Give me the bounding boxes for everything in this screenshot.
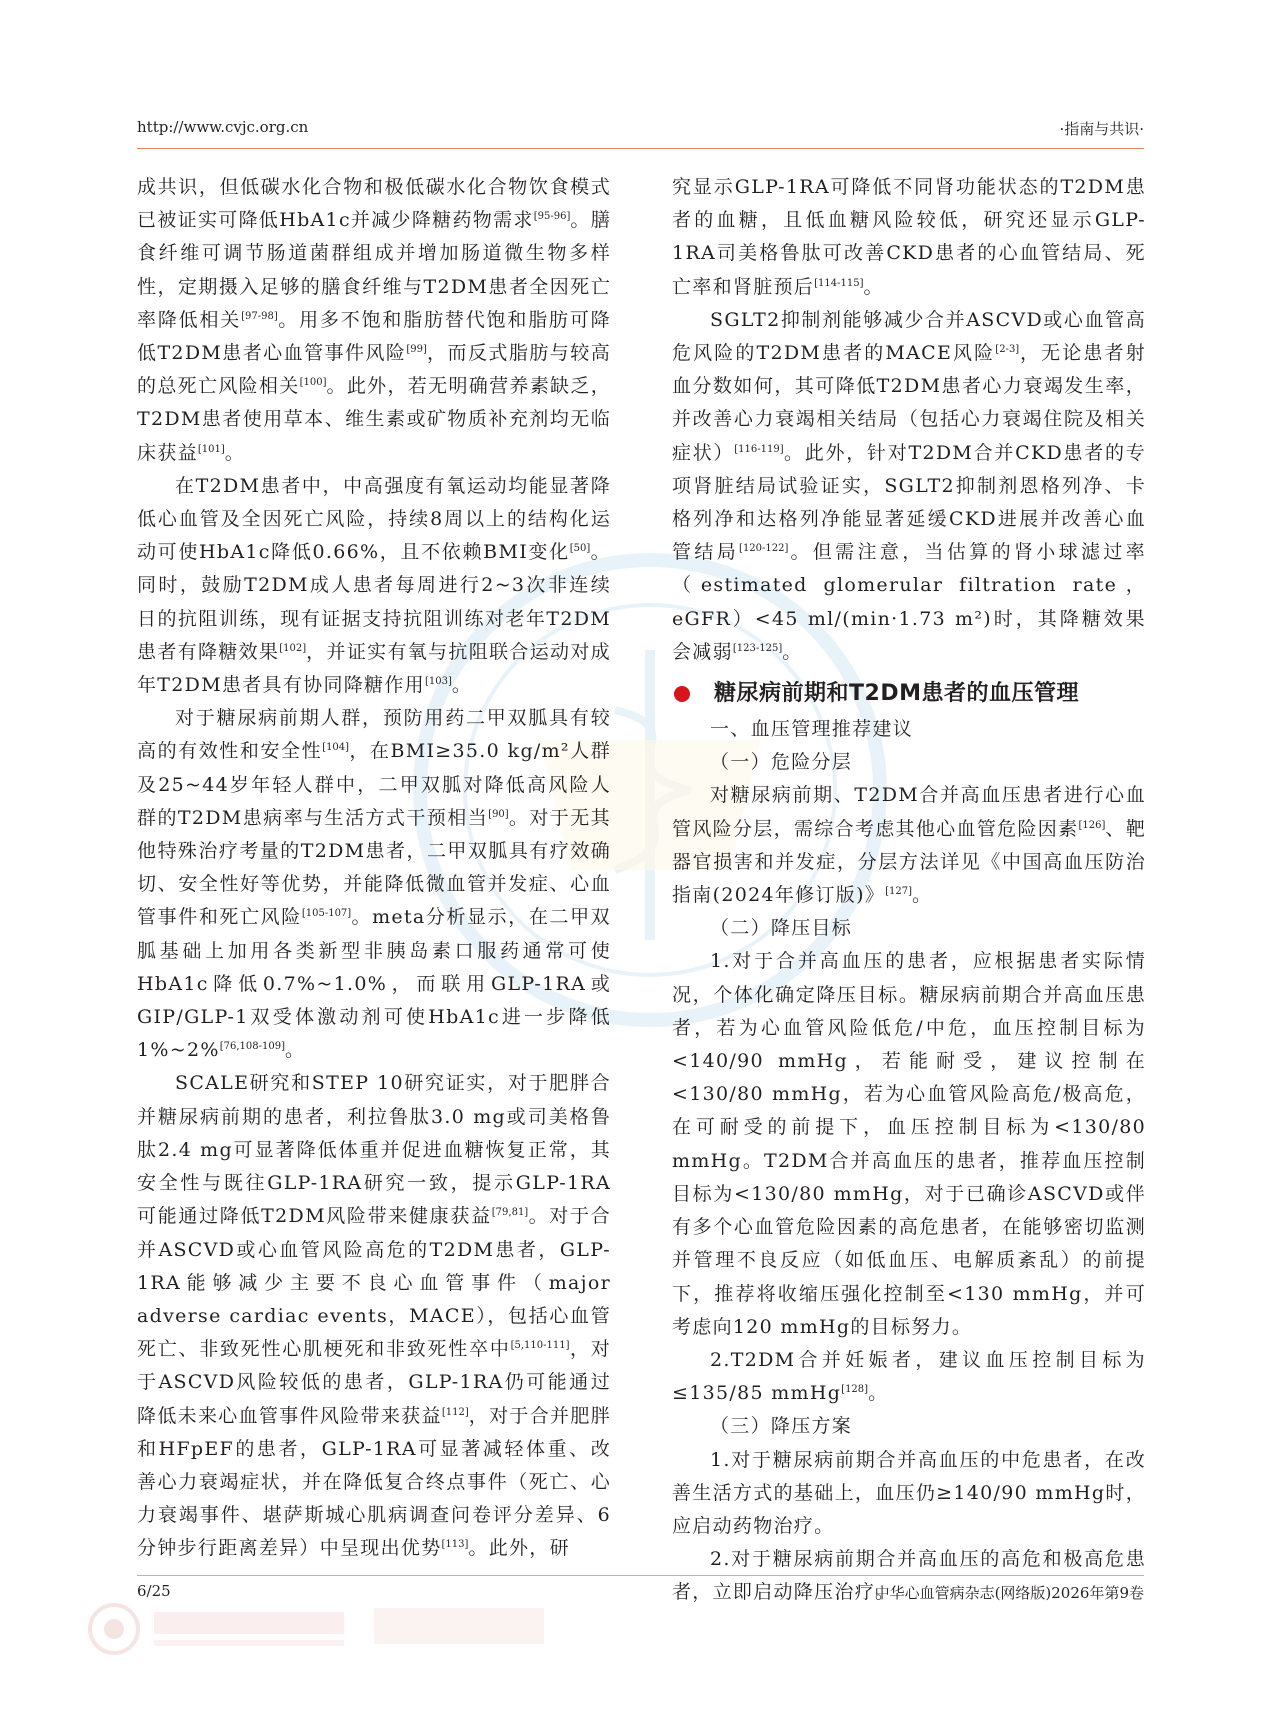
subheading: 一、血压管理推荐建议 [710, 718, 914, 741]
section-heading [672, 678, 1146, 710]
header-rule [137, 148, 1144, 149]
page-number: 6/25 [137, 1582, 171, 1600]
subheading: （三）降压方案 [710, 1415, 853, 1438]
paragraph: 究显示GLP-1RA可降低不同肾功能状态的T2DM患者的血糖，且低血糖风险较低，研究还显示GLP-1RA司美格鲁肽可改善CKD患者的心血管结局、死亡率和肾脏预后[114-115]。 [672, 176, 1146, 298]
paragraph: 1.对于糖尿病前期合并高血压的中危患者，在改善生活方式的基础上，血压仍≥140/90 mmHg时，应启动药物治疗。 [672, 1448, 1146, 1537]
subheading: （一）危险分层 [710, 751, 853, 774]
red-bullet-icon [674, 686, 690, 702]
paragraph: SCALE研究和STEP 10研究证实，对于肥胖合并糖尿病前期的患者，利拉鲁肽3.0 mg或司美格鲁肽2.4 mg可显著降低体重并促进血糖恢复正常，其安全性与既往GLP-1RA研究一致，提示GLP-1RA可能通过降低T2DM风险带来健康获益[79,81]。对于合并ASCVD或心血管风险高危的T2DM患者，GLP-1RA能够减少主要不良心血管事件（major adverse cardiac events，MACE），包括心血管死亡、非致死性心肌梗死和非致死性卒中[5,110-111]，对于ASCVD风险较低的患者，GLP-1RA仍可能通过降低未来心血管事件风险带来获益[112]，对于合并肥胖和HFpEF的患者，GLP-1RA可显著减轻体重、改善心力衰竭症状，并在降低复合终点事件（死亡、心力衰竭事件、堪萨斯城心肌病调查问卷评分差异、6分钟步行距离差异）中呈现出优势[113]。此外，研 [137, 1072, 611, 1560]
paragraph: 成共识，但低碳水化合物和极低碳水化合物饮食模式已被证实可降低HbA1c并减少降糖药物需求[95-96]。膳食纤维可调节肠道菌群组成并增加肠道微生物多样性，定期摄入足够的膳食纤维与T2DM患者全因死亡率降低相关[97-98]。用多不饱和脂肪替代饱和脂肪可降低T2DM患者心血管事件风险[99]，而反式脂肪与较高的总死亡风险相关[100]。此外，若无明确营养素缺乏，T2DM患者使用草本、维生素或矿物质补充剂均无临床获益[101]。 [137, 176, 612, 464]
paragraph: 对于糖尿病前期人群，预防用药二甲双胍具有较高的有效性和安全性[104]，在BMI≥35.0 kg/m²人群及25~44岁年轻人群中，二甲双胍对降低高风险人群的T2DM患病率与生活方式干预相当[90]。对于无其他特殊治疗考量的T2DM患者，二甲双胍具有疗效确切、安全性好等优势，并能降低微血管并发症、心血管事件和死亡风险[105-107]。meta分析显示，在二甲双胍基础上加用各类新型非胰岛素口服药通常可使HbA1c降低0.7%~1.0%，而联用GLP-1RA或GIP/GLP-1双受体激动剂可使HbA1c进一步降低1%~2%[76,108-109]。 [137, 707, 611, 1062]
paragraph: 2.T2DM合并妊娠者，建议血压控制目标为≤135/85 mmHg[128]。 [672, 1348, 1146, 1405]
right-text-column [672, 171, 1146, 1610]
journal-name: 中华心血管病杂志(网络版)2026年第9卷 [874, 1584, 1144, 1602]
left-text-column [137, 171, 611, 1566]
paragraph: 对糖尿病前期、T2DM合并高血压患者进行心血管风险分层，需综合考虑其他心血管危险因素[126]、靶器官损害和并发症，分层方法详见《中国高血压防治指南(2024年修订版)》[127]。 [672, 784, 1146, 907]
publisher-logo-watermark [84, 1594, 564, 1664]
subheading: （二）降压目标 [710, 917, 853, 940]
section-title: 糖尿病前期和T2DM患者的血压管理 [714, 681, 1079, 707]
paragraph: 2.对于糖尿病前期合并高血压的高危和极高危患者，立即启动降压治疗。 [672, 1548, 1146, 1604]
paragraph: SGLT2抑制剂能够减少合并ASCVD或心血管高危风险的T2DM患者的MACE风险[2-3]，无论患者射血分数如何，其可降低T2DM患者心力衰竭发生率，并改善心力衰竭相关结局（包括心力衰竭住院及相关症状）[116-119]。此外，针对T2DM合并CKD患者的专项肾脏结局试验证实，SGLT2抑制剂恩格列净、卡格列净和达格列净能显著延缓CKD进展并改善心血管结局[120-122]。但需注意，当估算的肾小球滤过率（estimated glomerular filtration rate，eGFR）<45 ml/(min·1.73 m²)时，其降糖效果会减弱[123-125]。 [672, 308, 1146, 663]
header-section-label: ·指南与共识· [1059, 120, 1144, 138]
header-url: http://www.cvjc.org.cn [137, 118, 309, 136]
paragraph: 在T2DM患者中，中高强度有氧运动均能显著降低心血管及全因死亡风险，持续8周以上的结构化运动可使HbA1c降低0.66%，且不依赖BMI变化[50]。同时，鼓励T2DM成人患者每周进行2~3次非连续日的抗阻训练，现有证据支持抗阻训练对老年T2DM患者有降糖效果[102]，并证实有氧与抗阻联合运动对成年T2DM患者具有协同降糖作用[103]。 [137, 474, 611, 697]
footer-rule [137, 1575, 1144, 1576]
paragraph: 1.对于合并高血压的患者，应根据患者实际情况，个体化确定降压目标。糖尿病前期合并高血压患者，若为心血管风险低危/中危，血压控制目标为<140/90 mmHg，若能耐受，建议控制在<130/80 mmHg，若为心血管风险高危/极高危，在可耐受的前提下，血压控制目标为<130/80 mmHg。T2DM合并高血压的患者，推荐血压控制目标为<130/80 mmHg，对于已确诊ASCVD或伴有多个心血管危险因素的高危患者，在能够密切监测并管理不良反应（如低血压、电解质紊乱）的前提下，推荐将收缩压强化控制至<130 mmHg，并可考虑向120 mmHg的目标努力。 [672, 950, 1146, 1338]
